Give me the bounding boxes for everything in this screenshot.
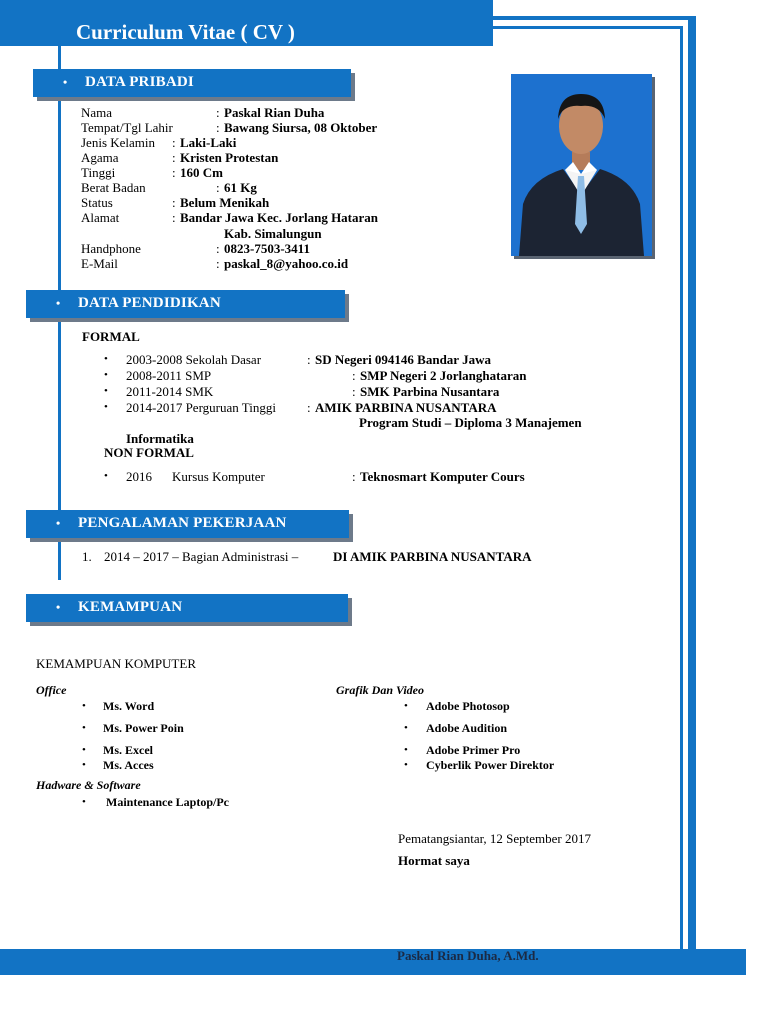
- personal-label-jk: Jenis Kelamin: [81, 135, 156, 150]
- section-title-pengalaman: PENGALAMAN PEKERJAAN: [78, 515, 287, 531]
- experience-text: 2014 – 2017 – Bagian Administrasi –: [104, 549, 299, 564]
- section-bullet: •: [56, 296, 61, 310]
- list-bullet: •: [82, 759, 86, 771]
- experience-num: 1.: [82, 549, 92, 564]
- skills-hardware-label: Hadware & Software: [36, 778, 141, 792]
- personal-value-email: paskal_8@yahoo.co.id: [224, 256, 349, 271]
- formal-school: SMP Negeri 2 Jorlanghataran: [360, 368, 527, 383]
- frame-right-inner-line: [680, 26, 683, 950]
- formal-period: 2011-2014 SMK: [126, 384, 214, 399]
- personal-sep: :: [216, 256, 220, 271]
- personal-label-status: Status: [81, 195, 113, 210]
- experience-place: DI AMIK PARBINA NUSANTARA: [333, 549, 532, 564]
- section-title-pendidikan: DATA PENDIDIKAN: [78, 295, 221, 311]
- formal-school: SMK Parbina Nusantara: [360, 384, 500, 399]
- personal-sep: :: [216, 105, 220, 120]
- personal-sep: :: [216, 241, 220, 256]
- personal-sep: :: [172, 165, 176, 180]
- section-header-kemampuan: [26, 594, 348, 622]
- skill-grafik-item: Adobe Primer Pro: [426, 743, 521, 757]
- personal-label-ttl: Tempat/Tgl Lahir: [81, 120, 173, 135]
- personal-value-tinggi: 160 Cm: [180, 165, 223, 180]
- nonformal-year: 2016: [126, 469, 152, 484]
- section-bullet: •: [56, 516, 61, 530]
- closing-regards: Hormat saya: [398, 853, 470, 868]
- personal-label-nama: Nama: [81, 105, 113, 120]
- formal-label: FORMAL: [82, 329, 140, 344]
- section-header-pribadi: [33, 69, 351, 97]
- list-bullet: •: [82, 796, 86, 808]
- personal-value-jk: Laki-Laki: [180, 135, 237, 150]
- list-bullet: •: [104, 353, 108, 365]
- list-bullet: •: [404, 759, 408, 771]
- section-header-pendidikan: [26, 290, 345, 318]
- formal-sep: :: [352, 384, 356, 399]
- list-bullet: •: [104, 369, 108, 381]
- personal-label-alamat: Alamat: [81, 210, 120, 225]
- personal-sep: :: [172, 210, 176, 225]
- skills-office-label: Office: [36, 683, 67, 697]
- personal-value-hp: 0823-7503-3411: [224, 241, 310, 256]
- list-bullet: •: [104, 385, 108, 397]
- section-bullet: •: [56, 600, 61, 614]
- frame-top-inner-line: [493, 26, 683, 29]
- skill-office-item: Ms. Word: [103, 699, 155, 713]
- list-bullet: •: [404, 744, 408, 756]
- section-header-pengalaman: [26, 510, 349, 538]
- formal-program-2: Informatika: [126, 431, 194, 446]
- person-silhouette-icon: [511, 74, 652, 256]
- formal-program: Program Studi – Diploma 3 Manajemen: [359, 415, 582, 430]
- formal-period: 2003-2008 Sekolah Dasar: [126, 352, 262, 367]
- personal-label-agama: Agama: [81, 150, 119, 165]
- skills-heading: KEMAMPUAN KOMPUTER: [36, 656, 196, 671]
- skill-office-item: Ms. Power Poin: [103, 721, 184, 735]
- personal-label-email: E-Mail: [81, 256, 118, 271]
- formal-period: 2008-2011 SMP: [126, 368, 212, 383]
- section-title-pribadi: DATA PRIBADI: [85, 74, 194, 90]
- closing-place-date: Pematangsiantar, 12 September 2017: [398, 831, 591, 846]
- nonformal-sep: :: [352, 469, 356, 484]
- signature-name: Paskal Rian Duha, A.Md.: [397, 948, 539, 963]
- personal-sep: :: [216, 180, 220, 195]
- personal-sep: :: [172, 150, 176, 165]
- formal-sep: :: [352, 368, 356, 383]
- list-bullet: •: [82, 722, 86, 734]
- section-bullet: •: [63, 75, 68, 89]
- profile-photo: [511, 74, 652, 256]
- list-bullet: •: [404, 722, 408, 734]
- page-title: Curriculum Vitae ( CV ): [76, 20, 295, 44]
- skill-office-item: Ms. Excel: [103, 743, 153, 757]
- formal-school: AMIK PARBINA NUSANTARA: [315, 400, 497, 415]
- list-bullet: •: [404, 700, 408, 712]
- formal-sep: :: [307, 352, 311, 367]
- list-bullet: •: [82, 700, 86, 712]
- personal-label-berat: Berat Badan: [81, 180, 146, 195]
- nonformal-label: NON FORMAL: [104, 445, 194, 460]
- skills-grafik-label: Grafik Dan Video: [336, 683, 425, 697]
- nonformal-course: Kursus Komputer: [172, 469, 265, 484]
- personal-label-tinggi: Tinggi: [81, 165, 116, 180]
- personal-sep: :: [172, 135, 176, 150]
- section-title-kemampuan: KEMAMPUAN: [78, 599, 183, 615]
- skill-grafik-item: Cyberlik Power Direktor: [426, 758, 555, 772]
- personal-label-hp: Handphone: [81, 241, 141, 256]
- personal-value-nama: Paskal Rian Duha: [224, 105, 325, 120]
- frame-right-outer-line: [688, 16, 696, 950]
- footer-bar: [0, 949, 746, 975]
- formal-sep: :: [307, 400, 311, 415]
- personal-value-berat: 61 Kg: [224, 180, 257, 195]
- skill-office-item: Ms. Acces: [103, 758, 154, 772]
- skill-hardware-item: Maintenance Laptop/Pc: [106, 795, 229, 809]
- personal-value-status: Belum Menikah: [180, 195, 270, 210]
- frame-top-outer-line: [493, 16, 696, 20]
- skill-grafik-item: Adobe Audition: [426, 721, 508, 735]
- list-bullet: •: [104, 470, 108, 482]
- personal-value-alamat: Bandar Jawa Kec. Jorlang Hataran: [180, 210, 379, 225]
- nonformal-place: Teknosmart Komputer Cours: [360, 469, 525, 484]
- personal-value-alamat-2: Kab. Simalungun: [224, 226, 322, 241]
- personal-value-agama: Kristen Protestan: [180, 150, 279, 165]
- list-bullet: •: [104, 401, 108, 413]
- skill-grafik-item: Adobe Photosop: [426, 699, 510, 713]
- personal-value-ttl: Bawang Siursa, 08 Oktober: [224, 120, 378, 135]
- list-bullet: •: [82, 744, 86, 756]
- formal-period: 2014-2017 Perguruan Tinggi: [126, 400, 276, 415]
- personal-sep: :: [172, 195, 176, 210]
- personal-sep: :: [216, 120, 220, 135]
- formal-school: SD Negeri 094146 Bandar Jawa: [315, 352, 491, 367]
